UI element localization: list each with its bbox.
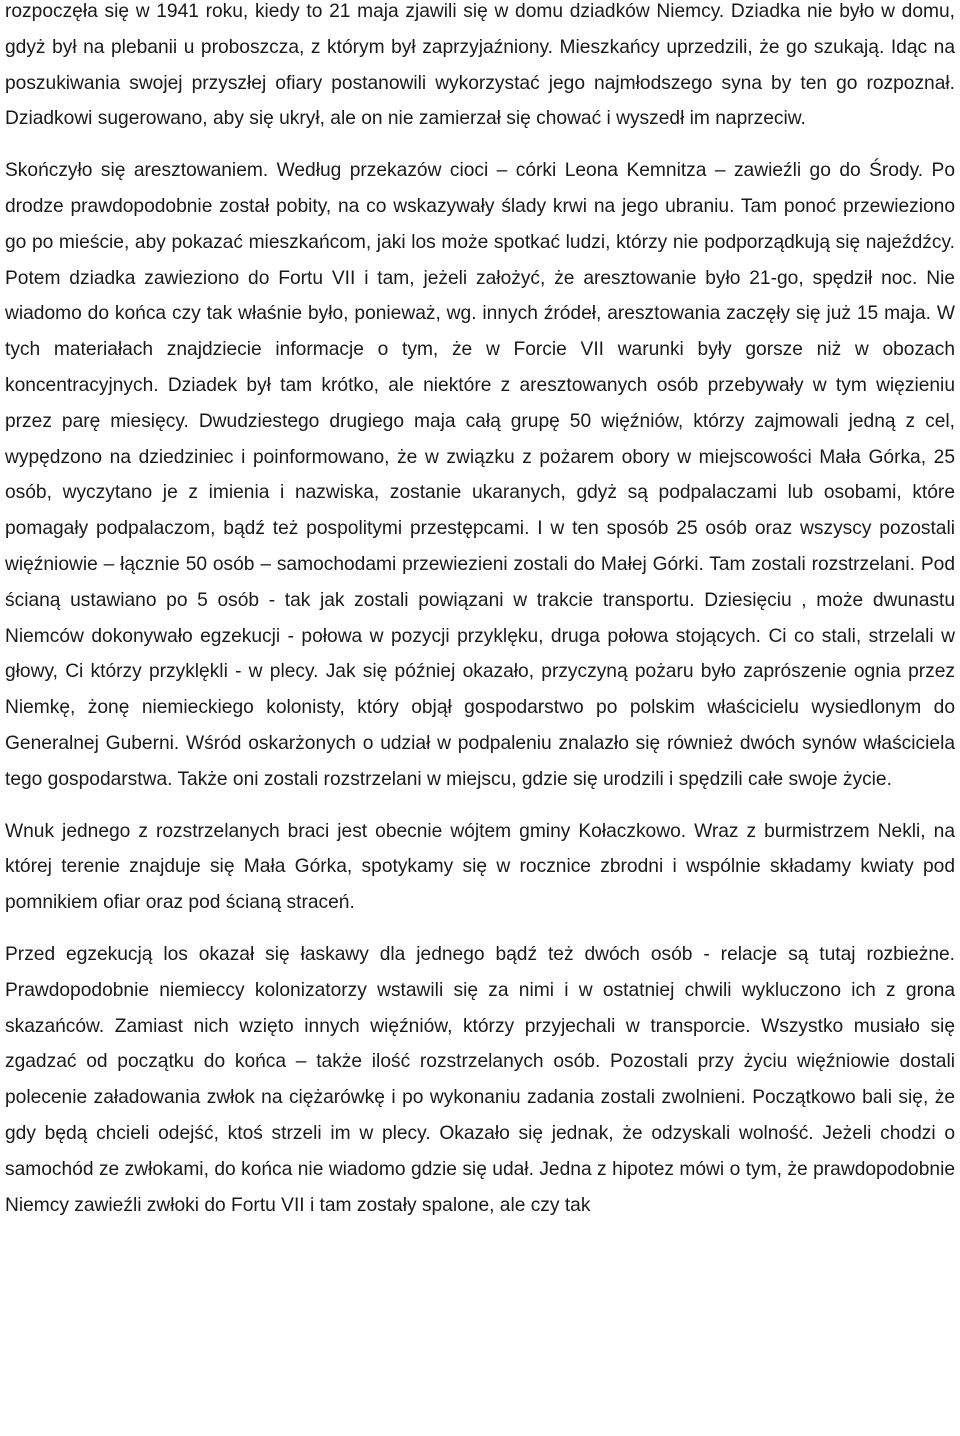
paragraph-commemoration: Wnuk jednego z rozstrzelanych braci jest obecnie wójtem gminy Kołaczkowo. Wraz z burmistrzem Nekli, na której terenie znajduje się Mała Górka, spotykamy się w rocznice zbrodni i wspólnie składamy kwiaty pod pomnikiem ofiar oraz pod ścianą straceń. xyxy=(5,820,955,914)
paragraph-survivors: Przed egzekucją los okazał się łaskawy dla jednego bądź też dwóch osób - relacje są tutaj rozbieżne. Prawdopodobnie niemieccy kolonizatorzy wstawili się za nimi i w ostatniej chwili wykluczono ich z grona skazańców. Zamiast nich wzięto innych więźniów, którzy przyjechali w transporcie. Wszystko musiało się zgadzać od początku do końca – także ilość rozstrzelanych osób. Pozostali przy życiu więźniowie dostali polecenie załadowania zwłok na ciężarówkę i po wykonaniu zadania zostali zwolnieni. Początkowo bali się, że gdy będą chcieli odejść, ktoś strzeli im w plecy. Okazało się jednak, że odzyskali wolność. Jeżeli chodzi o samochód ze zwłokami, do końca nie wiadomo gdzie się udał. Jedna z hipotez mówi o tym, że prawdopodobnie Niemcy zawieźli zwłoki do Fortu VII i tam zostały spalone, ale czy tak xyxy=(5,943,955,1216)
paragraph-arrest-begins: rozpoczęła się w 1941 roku, kiedy to 21 maja zjawili się w domu dziadków Niemcy. Dziadka nie było w domu, gdyż był na plebanii u proboszcza, z którym był zaprzyjaźniony. Mieszkańcy uprzedzili, że go szukają. Idąc na poszukiwania swojej przyszłej ofiary postanowili wykorzystać jego najmłodszego syna by ten go rozpoznał. Dziadkowi sugerowano, aby się ukrył, ale on nie zamierzał się chować i wyszedł im naprzeciw. xyxy=(5,1,955,130)
paragraph-arrest-and-execution: Skończyło się aresztowaniem. Według przekazów cioci – córki Leona Kemnitza – zawieźli go do Środy. Po drodze prawdopodobnie został pobity, na co wskazywały ślady krwi na jego ubraniu. Tam ponoć przewieziono go po mieście, aby pokazać mieszkańcom, jaki los może spotkać ludzi, którzy nie podporządkują się najeźdźcy. Potem dziadka zawieziono do Fortu VII i tam, jeżeli założyć, że aresztowanie było 21-go, spędził noc. Nie wiadomo do końca czy tak właśnie było, ponieważ, wg. innych źródeł, aresztowania zaczęły się już 15 maja. W tych materiałach znajdziecie informacje o tym, że w Forcie VII warunki były gorsze niż w obozach koncentracyjnych. Dziadek był tam krótko, ale niektóre z aresztowanych osób przebywały w tym więzieniu przez parę miesięcy. Dwudziestego drugiego maja całą grupę 50 więźniów, którzy zajmowali jedną z cel, wypędzono na dziedziniec i poinformowano, że w związku z pożarem obory w miejscowości Mała Górka, 25 osób, wyczytano je z imienia i nazwiska, zostanie ukaranych, gdyż są podpalaczami lub osobami, które pomagały podpalaczom, bądź też pospolitymi przestępcami. I w ten sposób 25 osób oraz wszyscy pozostali więźniowie – łącznie 50 osób – samochodami przewiezieni zostali do Małej Górki. Tam zostali rozstrzelani. Pod ścianą ustawiano po 5 osób - tak jak zostali powiązani w trakcie transportu. Dziesięciu , może dwunastu Niemców dokonywało egzekucji - połowa w pozycji przyklęku, druga połowa stojących. Ci co stali, strzelali w głowy, Ci którzy przyklękli - w plecy. Jak się później okazało, przyczyną pożaru było zaprószenie ognia przez Niemkę, żonę niemieckiego kolonisty, który objął gospodarstwo po polskim właścicielu wysiedlonym do Generalnej Guberni. Wśród oskarżonych o udział w podpaleniu znalazło się również dwóch synów właściciela tego gospodarstwa. Także oni zostali rozstrzelani w miejscu, gdzie się urodzili i spędzili całe swoje życie. xyxy=(5,160,955,790)
